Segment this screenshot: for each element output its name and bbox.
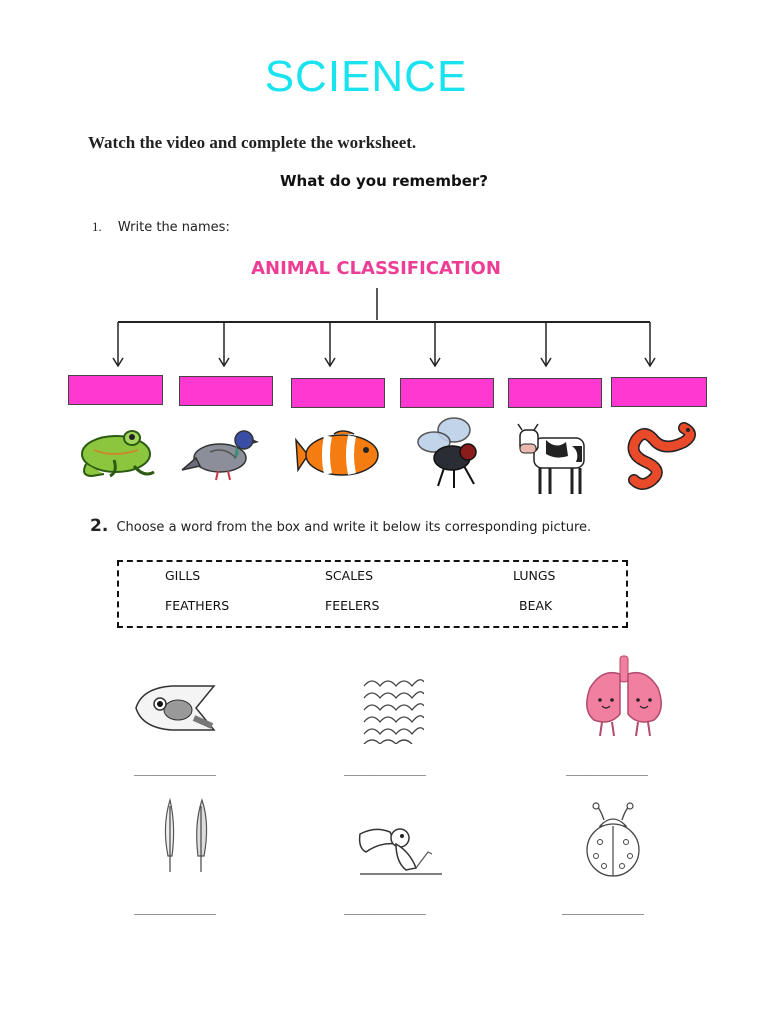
word-feelers: FEELERS [325, 598, 380, 613]
question-2-text: Choose a word from the box and write it below its corresponding picture. [116, 520, 592, 535]
arrow-down-icon [645, 322, 655, 366]
word-feathers: FEATHERS [165, 598, 230, 613]
answer-box-6[interactable] [611, 377, 707, 407]
answer-box-1[interactable] [68, 375, 163, 405]
arrow-down-icon [541, 322, 551, 366]
pigeon-image [180, 424, 260, 482]
arrow-down-icon [113, 322, 123, 366]
answer-line-1[interactable]: _____________ [134, 762, 215, 776]
clownfish-image [294, 428, 384, 482]
answer-box-3[interactable] [291, 378, 385, 408]
fly-image [410, 414, 490, 490]
instruction: Watch the video and complete the worksheet. [88, 133, 417, 152]
scales-image [362, 676, 424, 744]
answer-line-6[interactable]: _____________ [562, 901, 643, 915]
feathers-image [158, 796, 214, 876]
word-beak: BEAK [519, 598, 553, 613]
answer-box-2[interactable] [179, 376, 273, 406]
answer-line-3[interactable]: _____________ [566, 762, 647, 776]
snake-image [624, 418, 702, 494]
fish-gills-image [132, 680, 218, 736]
answer-line-4[interactable]: _____________ [134, 901, 215, 915]
question-1-number: 1. [92, 219, 102, 234]
arrow-down-icon [430, 322, 440, 366]
lungs-image [582, 654, 668, 740]
word-gills: GILLS [165, 568, 201, 583]
answer-box-5[interactable] [508, 378, 602, 408]
frog-image [74, 420, 158, 484]
question-1 [92, 219, 230, 235]
answer-box-4[interactable] [400, 378, 494, 408]
classification-title: ANIMAL CLASSIFICATION [251, 258, 501, 279]
arrow-down-icon [219, 322, 229, 366]
answer-line-5[interactable]: _____________ [344, 901, 425, 915]
subheading: What do you remember? [279, 172, 488, 190]
cow-image [516, 420, 594, 496]
word-lungs: LUNGS [513, 568, 556, 583]
page-title: SCIENCE [264, 52, 468, 101]
answer-line-2[interactable]: _____________ [344, 762, 425, 776]
question-1-text: Write the names: [117, 220, 230, 235]
arrow-down-icon [325, 322, 335, 366]
classification-tree [0, 280, 768, 370]
question-2 [90, 516, 591, 536]
ladybug-feelers-image [582, 800, 644, 880]
word-scales: SCALES [325, 568, 374, 583]
toucan-beak-image [356, 822, 444, 880]
question-2-number: 2. [90, 516, 109, 536]
